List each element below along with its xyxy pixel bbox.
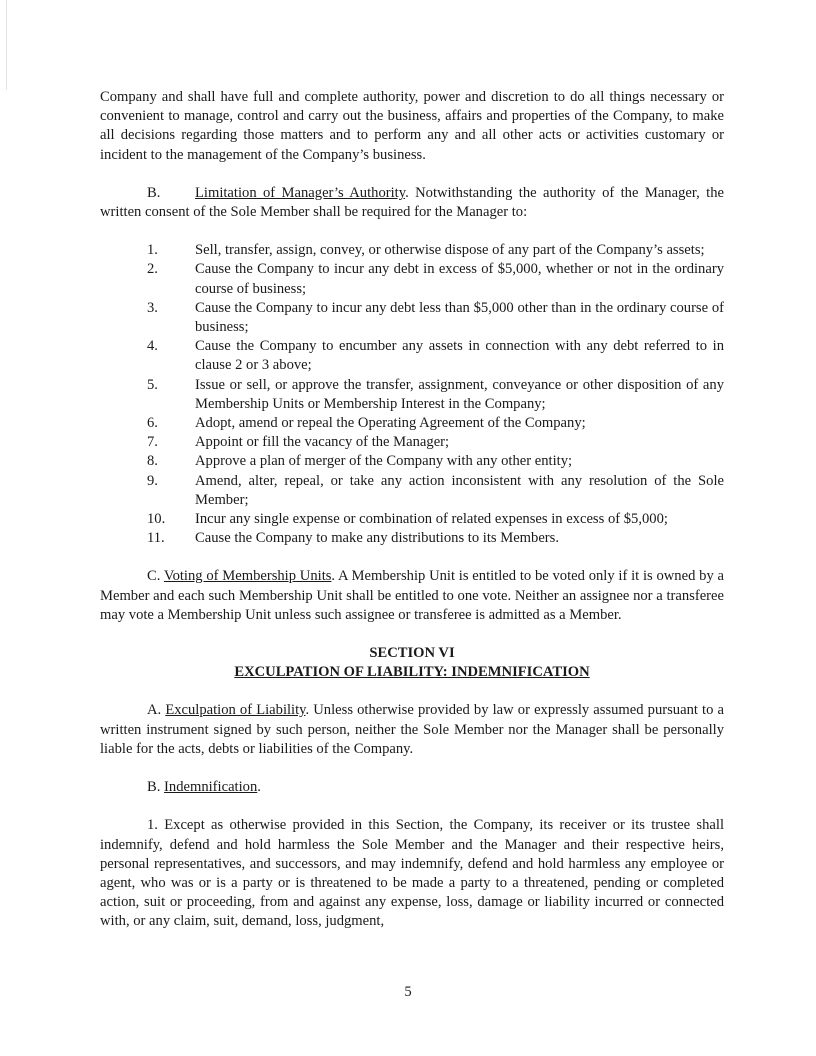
list-item (100, 241, 724, 260)
list-item (100, 472, 724, 510)
section-vi-b-paragraph (100, 778, 724, 797)
document-page (100, 88, 724, 932)
list-item-text: Issue or sell, or approve the transfer, assignment, conveyance or other disposition of any Membership Units or Membership Interest in the Company; (195, 376, 724, 412)
list-item-number: 6. (147, 415, 158, 432)
section-vi-a-text: . Unless otherwise provided by law or expressly assumed pursuant to a written instrument signed by such person, neither the Sole Member nor the Manager shall be personally liable for the acts, debts or liabilities of the Company. (100, 702, 724, 757)
section-vi-subheading (100, 663, 724, 682)
list-item (100, 260, 724, 298)
list-item-number: 7. (147, 434, 158, 451)
limitations-list (100, 241, 724, 548)
section-vi-subheading-text: EXCULPATION OF LIABILITY: INDEMNIFICATION (234, 664, 590, 681)
list-item (100, 529, 724, 548)
list-item (100, 299, 724, 337)
list-item-text: Appoint or fill the vacancy of the Manager; (195, 434, 450, 451)
list-item-text: Incur any single expense or combination of related expenses in excess of $5,000; (195, 511, 668, 528)
list-item (100, 433, 724, 452)
list-item-number: 4. (147, 338, 158, 355)
list-item-text: Cause the Company to incur any debt less than $5,000 other than in the ordinary course of business; (195, 299, 724, 336)
list-item-number: 11. (147, 530, 165, 547)
scan-edge-mark (6, 0, 7, 90)
list-item-text: Approve a plan of merger of the Company with any other entity; (195, 453, 573, 470)
list-item-number: 9. (147, 472, 158, 489)
list-item-text: Sell, transfer, assign, convey, or otherwise dispose of any part of the Company’s assets; (195, 242, 705, 259)
section-vi-a-title: Exculpation of Liability (165, 702, 306, 719)
continuation-paragraph: Company and shall have full and complete authority, power and discretion to do all things necessary or convenient to manage, control and carry out the business, affairs and properties of the Company, to make all decisions regarding those matters and to perform any and all other acts or activities customary or incident to the management of the Company’s business. (100, 89, 724, 163)
section-vi-a-label: A. (147, 702, 162, 719)
section-b-title: Limitation of Manager’s Authority (195, 184, 406, 201)
section-vi-b-label: B. (147, 779, 161, 796)
list-item (100, 337, 724, 375)
list-item (100, 414, 724, 433)
list-item-number: 10. (147, 511, 166, 528)
list-item-number: 2. (147, 261, 158, 278)
section-c-title: Voting of Membership Units (163, 568, 332, 585)
list-item-text: Amend, alter, repeal, or take any action inconsistent with any resolution of the Sole Member; (195, 472, 724, 508)
list-item-text: Adopt, amend or repeal the Operating Agreement of the Company; (195, 415, 586, 432)
list-item-number: 5. (147, 376, 158, 393)
list-item (100, 452, 724, 471)
section-vi-b-text: . (257, 779, 261, 796)
list-item-text: Cause the Company to make any distributions to its Members. (195, 530, 559, 547)
section-b-paragraph (100, 184, 724, 222)
list-item-number: 1. (147, 242, 158, 259)
list-item-text: Cause the Company to encumber any assets in connection with any debt referred to in clause 2 or 3 above; (195, 338, 724, 374)
list-item-number: 3. (147, 299, 158, 316)
section-vi-b1-paragraph: 1. Except as otherwise provided in this Section, the Company, its receiver or its trustee shall indemnify, defend and hold harmless the Sole Member and the Manager and their respective heirs, personal representatives, and successors, and may indemnify, defend and hold harmless any employee or agent, who was or is a party or is threatened to be made a party to a threatened, pending or completed action, suit or proceeding, from and against any expense, loss, damage or liability incurred or connected with, or any claim, suit, demand, loss, judgment, (100, 817, 724, 930)
section-b-label: B. (147, 184, 161, 201)
page-number: 5 (404, 984, 412, 1000)
section-c-paragraph (100, 567, 724, 625)
section-c-text: . A Membership Unit is entitled to be voted only if it is owned by a Member and each such Membership Unit shall be entitled to one vote. Neither an assignee nor a transferee may vote a Membership Unit unless such assignee or transferee is admitted as a Member. (100, 568, 724, 623)
section-vi-heading: SECTION VI (369, 645, 455, 662)
list-item (100, 376, 724, 414)
section-b-text: . Notwithstanding the authority of the Manager, the written consent of the Sole Member shall be required for the Manager to: (100, 184, 724, 221)
section-c-label: C. (147, 568, 161, 585)
list-item-number: 8. (147, 453, 158, 470)
section-vi-b-title: Indemnification (164, 779, 258, 796)
list-item-text: Cause the Company to incur any debt in excess of $5,000, whether or not in the ordinary course of business; (195, 261, 724, 297)
list-item (100, 510, 724, 529)
section-vi-a-paragraph (100, 701, 724, 759)
